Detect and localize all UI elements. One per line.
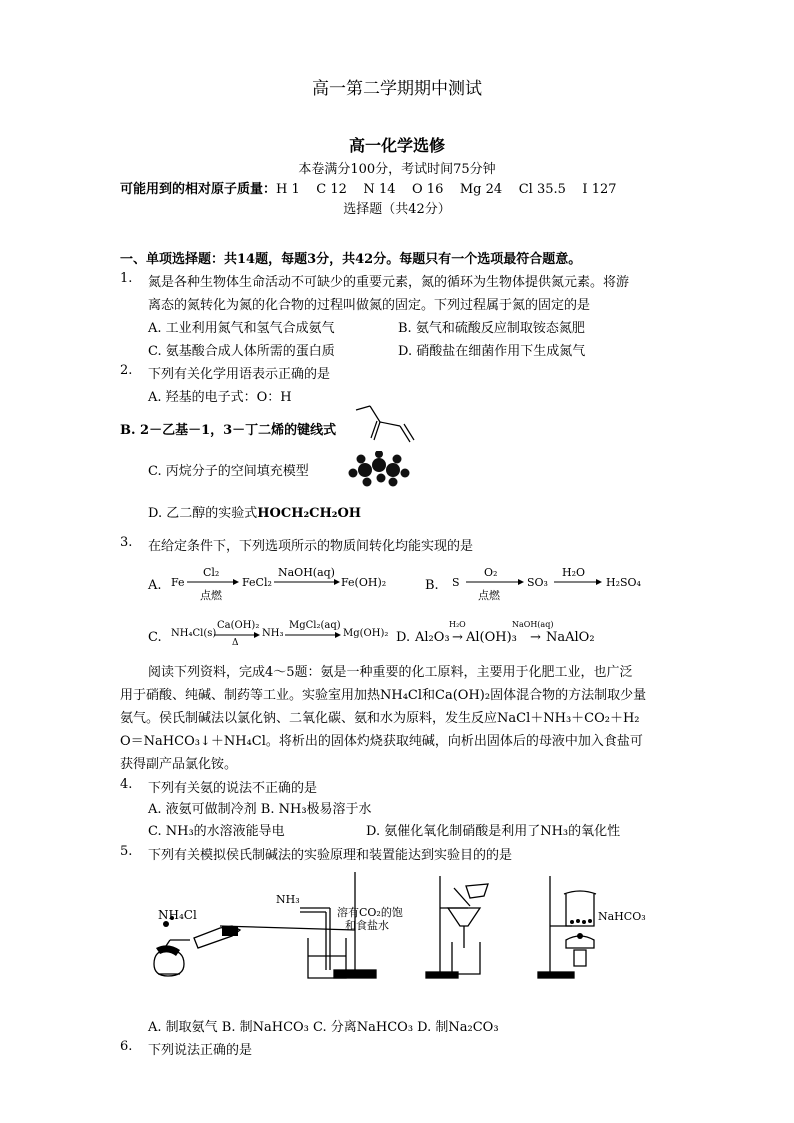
q3-c-s2: NH₃	[262, 628, 284, 639]
atomic-mass-values: H 1 C 12 N 14 O 16 Mg 24 Cl 35.5 I 127	[276, 182, 617, 197]
q3-a-label: A.	[148, 578, 162, 593]
q3-d-s2: Al(OH)₃	[466, 630, 517, 645]
q1-number: 1.	[120, 271, 133, 286]
q5-stem: 下列有关模拟侯氏制碱法的实验原理和装置能达到实验目的的是	[148, 848, 513, 863]
section1-heading: 一、单项选择题：共14题，每题3分，共42分。每题只有一个选项最符合题意。	[120, 252, 582, 267]
reading-line2: 用于硝酸、纯碱、制药等工业。实验室用加热NH₄Cl和Ca(OH)₂固体混合物的方法制取少量	[120, 688, 647, 703]
q4-option-c: C. NH₃的水溶液能导电	[148, 824, 285, 839]
q6-stem: 下列说法正确的是	[148, 1043, 253, 1058]
section-heading: 选择题（共42分）	[343, 202, 451, 217]
q3-c-c2-top: MgCl₂(aq)	[289, 620, 341, 631]
q3-d-s3: NaAlO₂	[546, 630, 595, 645]
reading-line1: 阅读下列资料，完成4～5题：氨是一种重要的化工原料，主要用于化肥工业，也广泛	[148, 665, 633, 680]
q3-a-s1: Fe	[171, 576, 185, 589]
q3-c-label: C.	[148, 630, 162, 645]
q1-stem-line1: 氮是各种生物体生命活动不可缺少的重要元素，氮的循环为生物体提供氮元素。将游	[148, 275, 630, 290]
q3-stem: 在给定条件下，下列选项所示的物质间转化均能实现的是	[148, 539, 474, 554]
q2-number: 2.	[120, 363, 133, 378]
q3-number: 3.	[120, 535, 133, 550]
q1-stem-line2: 离态的氮转化为氮的化合物的过程叫做氮的固定。下列过程属于氮的固定的是	[148, 298, 591, 313]
subject-title: 高一化学选修	[348, 136, 445, 155]
q3-d-c2: NaOH(aq)	[512, 620, 554, 629]
q2-propane-model	[343, 451, 413, 489]
q3-d-arrow2: →	[530, 630, 541, 645]
q5-options: A. 制取氨气 B. 制NaHCO₃ C. 分离NaHCO₃ D. 制Na₂CO₃	[148, 1020, 499, 1035]
q6-number: 6.	[120, 1039, 133, 1054]
q3-d-s1: Al₂O₃	[415, 630, 450, 645]
page-title: 高一第二学期期中测试	[312, 79, 482, 99]
q3-a-c1-top: Cl₂	[203, 566, 220, 579]
q5-label-nh4cl: NH₄Cl	[158, 908, 197, 922]
q3-a-c1-bottom: 点燃	[200, 589, 222, 602]
q3-c-s1: NH₄Cl(s)	[171, 628, 217, 639]
q5-label-nahco3: NaHCO₃	[598, 910, 646, 923]
q3-a-s3: Fe(OH)₂	[341, 576, 387, 589]
q3-c-c1-top: Ca(OH)₂	[217, 620, 260, 631]
reading-line4: O＝NaHCO₃↓＋NH₄Cl。将析出的固体灼烧获取纯碱，向析出固体后的母液中加入食盐可	[120, 734, 643, 749]
q3-d-c1: H₂O	[449, 620, 466, 629]
q4-number: 4.	[120, 777, 133, 792]
q3-c-arrow2	[285, 631, 341, 639]
q3-d-label: D.	[396, 630, 411, 645]
q3-a-s2: FeCl₂	[242, 576, 272, 589]
q4-stem: 下列有关氨的说法不正确的是	[148, 781, 318, 796]
q5-number: 5.	[120, 844, 133, 859]
q5-label-solution-line2: 和食盐水	[345, 919, 389, 932]
q1-option-a: A. 工业利用氮气和氢气合成氨气	[148, 321, 335, 336]
q2-option-d-formula: HOCH₂CH₂OH	[257, 506, 362, 521]
atomic-mass-line	[120, 178, 617, 197]
q2-option-d-label: D. 乙二醇的实验式	[148, 506, 258, 521]
q4-option-ab: A. 液氨可做制冷剂 B. NH₃极易溶于水	[148, 802, 372, 817]
reading-line3: 氨气。侯氏制碱法以氯化钠、二氧化碳、氨和水为原料，发生反应NaCl＋NH₃＋CO₂＋H₂	[120, 711, 640, 726]
q2-skeletal-formula	[352, 404, 422, 444]
q3-b-c1-bottom: 点燃	[478, 589, 500, 602]
q4-option-d: D. 氨催化氧化制硝酸是利用了NH₃的氧化性	[366, 824, 621, 839]
q3-a-c2-top: NaOH(aq)	[278, 566, 335, 579]
q3-c-c1-bottom: Δ	[232, 638, 239, 648]
q3-b-c1-top: O₂	[484, 566, 498, 579]
q3-b-arrow2	[554, 578, 602, 586]
q1-option-c: C. 氨基酸合成人体所需的蛋白质	[148, 344, 335, 359]
q3-b-arrow1	[466, 578, 524, 586]
q3-a-arrow2	[274, 578, 340, 586]
reading-line5: 获得副产品氯化铵。	[120, 757, 238, 772]
exam-info: 本卷满分100分，考试时间75分钟	[298, 162, 496, 177]
q3-b-c2-top: H₂O	[562, 566, 586, 579]
q3-b-s2: SO₃	[527, 576, 548, 589]
q2-option-b: B. 2－乙基－1，3－丁二烯的键线式	[120, 423, 337, 438]
q2-stem: 下列有关化学用语表示正确的是	[148, 367, 331, 382]
q3-c-s3: Mg(OH)₂	[343, 628, 389, 639]
q2-option-d	[148, 502, 361, 521]
q3-b-label: B.	[425, 578, 439, 593]
q1-option-d: D. 硝酸盐在细菌作用下生成氮气	[398, 344, 586, 359]
q3-d-arrow1: →	[452, 630, 463, 645]
q2-option-a: A. 羟基的电子式：O：H	[148, 390, 292, 405]
q1-option-b: B. 氨气和硫酸反应制取铵态氮肥	[398, 321, 585, 336]
q5-label-nh3: NH₃	[276, 893, 300, 906]
q3-b-s1: S	[452, 576, 460, 589]
q2-option-c: C. 丙烷分子的空间填充模型	[148, 464, 309, 479]
q5-label-solution-line1: 溶有CO₂的饱	[337, 906, 403, 919]
atomic-mass-label: 可能用到的相对原子质量：	[120, 182, 277, 197]
q3-b-s3: H₂SO₄	[606, 576, 641, 589]
q3-a-arrow1	[187, 578, 239, 586]
